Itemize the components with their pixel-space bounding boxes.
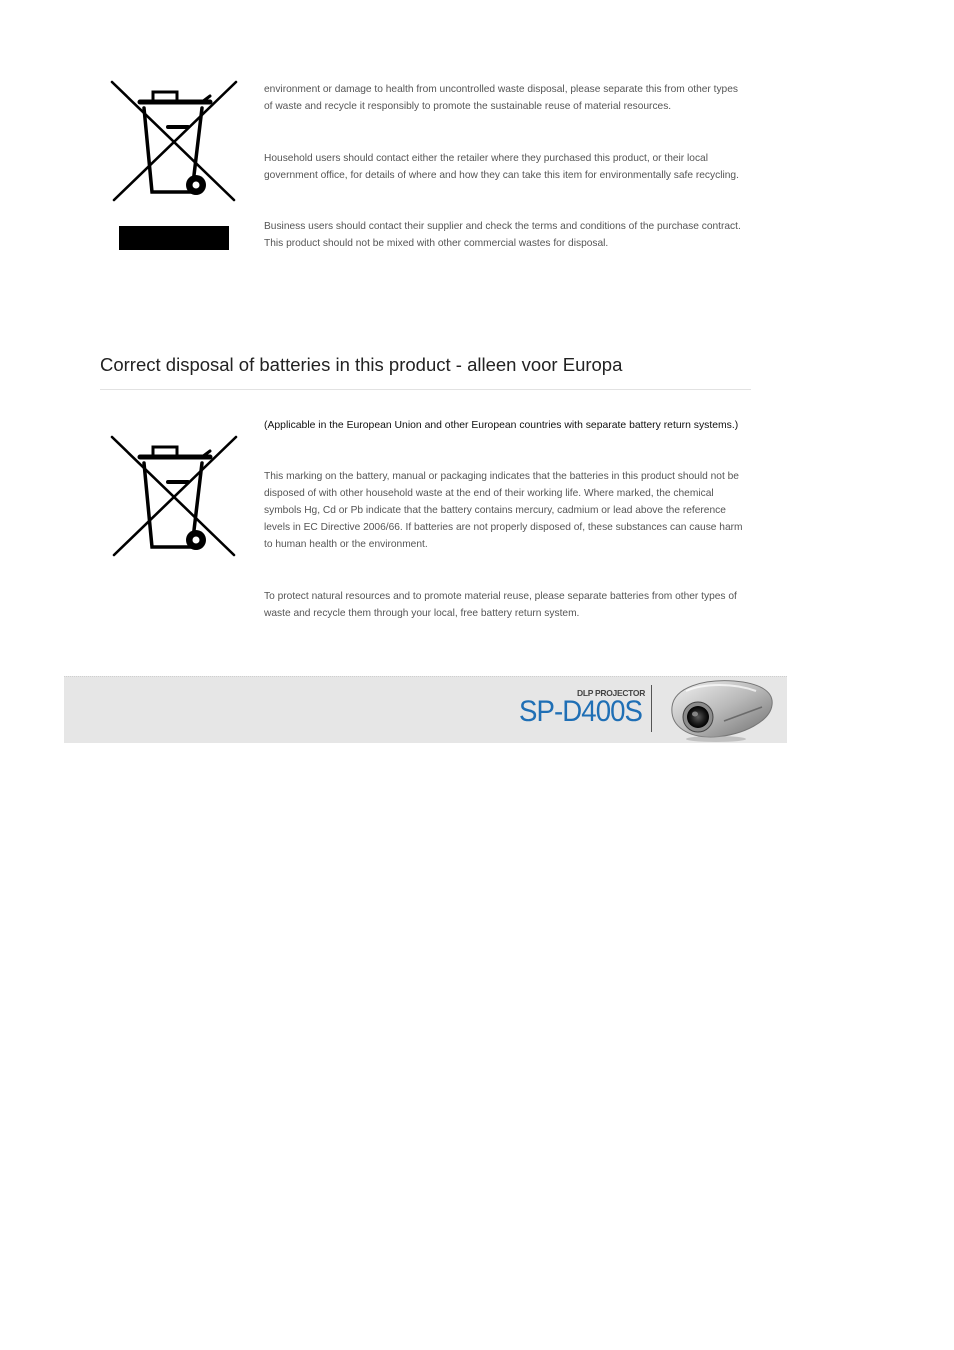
footer-subtitle: DLP PROJECTOR (577, 688, 646, 698)
weee-paragraph-3: Business users should contact their supplier and check the terms and conditions of the purchase contract. This product should not be mixed with other commercial wastes for disposal. (264, 221, 741, 249)
black-bar-separator (119, 226, 229, 250)
weee-paragraph-1: environment or damage to health from uncontrolled waste disposal, please separate this from other types of waste and recycle it responsibly to promote the sustainable reuse of material resources. (264, 84, 738, 112)
footer-divider (651, 685, 652, 732)
battery-applicability: (Applicable in the European Union and other European countries with separate battery return systems.) (264, 420, 739, 431)
section-title: Correct disposal of batteries in this product - alleen voor Europa (100, 354, 623, 375)
footer-model-name: SP-D400S (519, 695, 643, 728)
battery-paragraph-2: To protect natural resources and to promote material reuse, please separate batteries from other types of waste and recycle them through your local, free battery return system. (264, 591, 737, 619)
crossed-bin-icon (110, 435, 240, 559)
battery-paragraph-1: This marking on the battery, manual or packaging indicates that the batteries in this product should not be disposed of with other household waste at the end of their working life. Where marked, the chemical symbols Hg, Cd or Pb indicate that the battery contains mercury, cadmium or lead above the reference levels in EC Directive 2006/66. If batteries are not properly disposed of, these substances can cause harm to human health or the environment. (264, 471, 743, 550)
weee-paragraph-2: Household users should contact either the retailer where they purchased this product, or their local government office, for details of where and how they can take this item for environmentally safe recycling. (264, 153, 739, 181)
crossed-bin-icon (110, 80, 240, 204)
footer-banner (64, 676, 787, 743)
section-divider (100, 389, 751, 390)
projector-image (664, 677, 779, 744)
